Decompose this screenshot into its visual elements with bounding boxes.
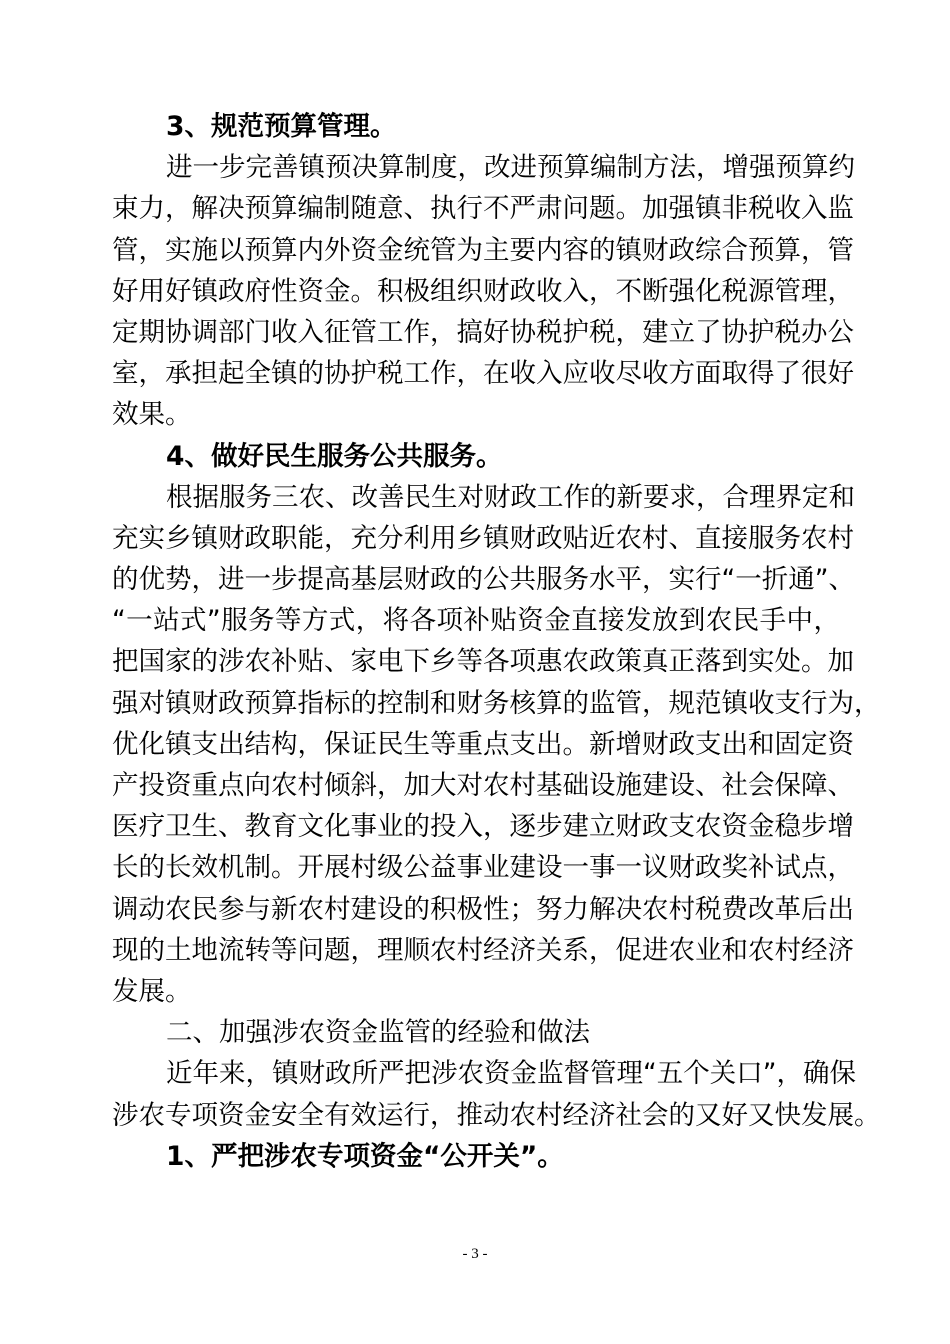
paragraph-line: 束力，解决预算编制随意、执行不严肃问题。加强镇非税收入监 (112, 193, 854, 225)
document-page (112, 106, 881, 1177)
paragraph-line: 调动农民参与新农村建设的积极性；努力解决农村税费改革后出 (112, 893, 854, 925)
paragraph-line: 强对镇财政预算指标的控制和财务核算的监管，规范镇收支行为， (112, 687, 881, 719)
section-heading-4: 4、做好民生服务公共服务。 (166, 440, 503, 472)
paragraph-line: “一站式”服务等方式，将各项补贴资金直接发放到农民手中， (112, 605, 840, 637)
paragraph-line: 把国家的涉农补贴、家电下乡等各项惠农政策真正落到实处。加 (112, 646, 854, 678)
paragraph-line: 长的长效机制。开展村级公益事业建设一事一议财政奖补试点， (112, 852, 854, 884)
paragraph-line: 效果。 (112, 399, 192, 431)
paragraph-line: 医疗卫生、教育文化事业的投入，逐步建立财政支农资金稳步增 (112, 811, 854, 843)
paragraph-line: 定期协调部门收入征管工作，搞好协税护税，建立了协护税办公 (112, 316, 854, 348)
section-heading-1: 1、严把涉农专项资金“公开关”。 (166, 1140, 564, 1172)
paragraph-line: 好用好镇政府性资金。积极组织财政收入，不断强化税源管理， (112, 275, 854, 307)
paragraph-line: 涉农专项资金安全有效运行，推动农村经济社会的又好又快发展。 (112, 1099, 881, 1131)
paragraph-line: 发展。 (112, 975, 192, 1007)
paragraph-line: 的优势，进一步提高基层财政的公共服务水平，实行“一折通”、 (112, 564, 855, 596)
paragraph-line: 充实乡镇财政职能，充分利用乡镇财政贴近农村、直接服务农村 (112, 522, 854, 554)
paragraph-line: 根据服务三农、改善民生对财政工作的新要求，合理界定和 (166, 481, 855, 513)
section-heading-3: 3、规范预算管理。 (166, 111, 397, 142)
paragraph-line: 进一步完善镇预决算制度，改进预算编制方法，增强预算约 (166, 152, 855, 184)
paragraph-line: 近年来，镇财政所严把涉农资金监督管理“五个关口”，确保 (166, 1058, 856, 1090)
paragraph-line: 现的土地流转等问题，理顺农村经济关系，促进农业和农村经济 (112, 934, 854, 966)
page-number: - 3 - (462, 1246, 488, 1262)
paragraph-line: 室，承担起全镇的协护税工作，在收入应收尽收方面取得了很好 (112, 358, 854, 390)
section-heading-2: 二、加强涉农资金监管的经验和做法 (166, 1017, 590, 1049)
paragraph-line: 优化镇支出结构，保证民生等重点支出。新增财政支出和固定资 (112, 728, 854, 760)
paragraph-line: 产投资重点向农村倾斜，加大对农村基础设施建设、社会保障、 (112, 770, 854, 801)
paragraph-line: 管，实施以预算内外资金统管为主要内容的镇财政综合预算，管 (112, 234, 854, 266)
